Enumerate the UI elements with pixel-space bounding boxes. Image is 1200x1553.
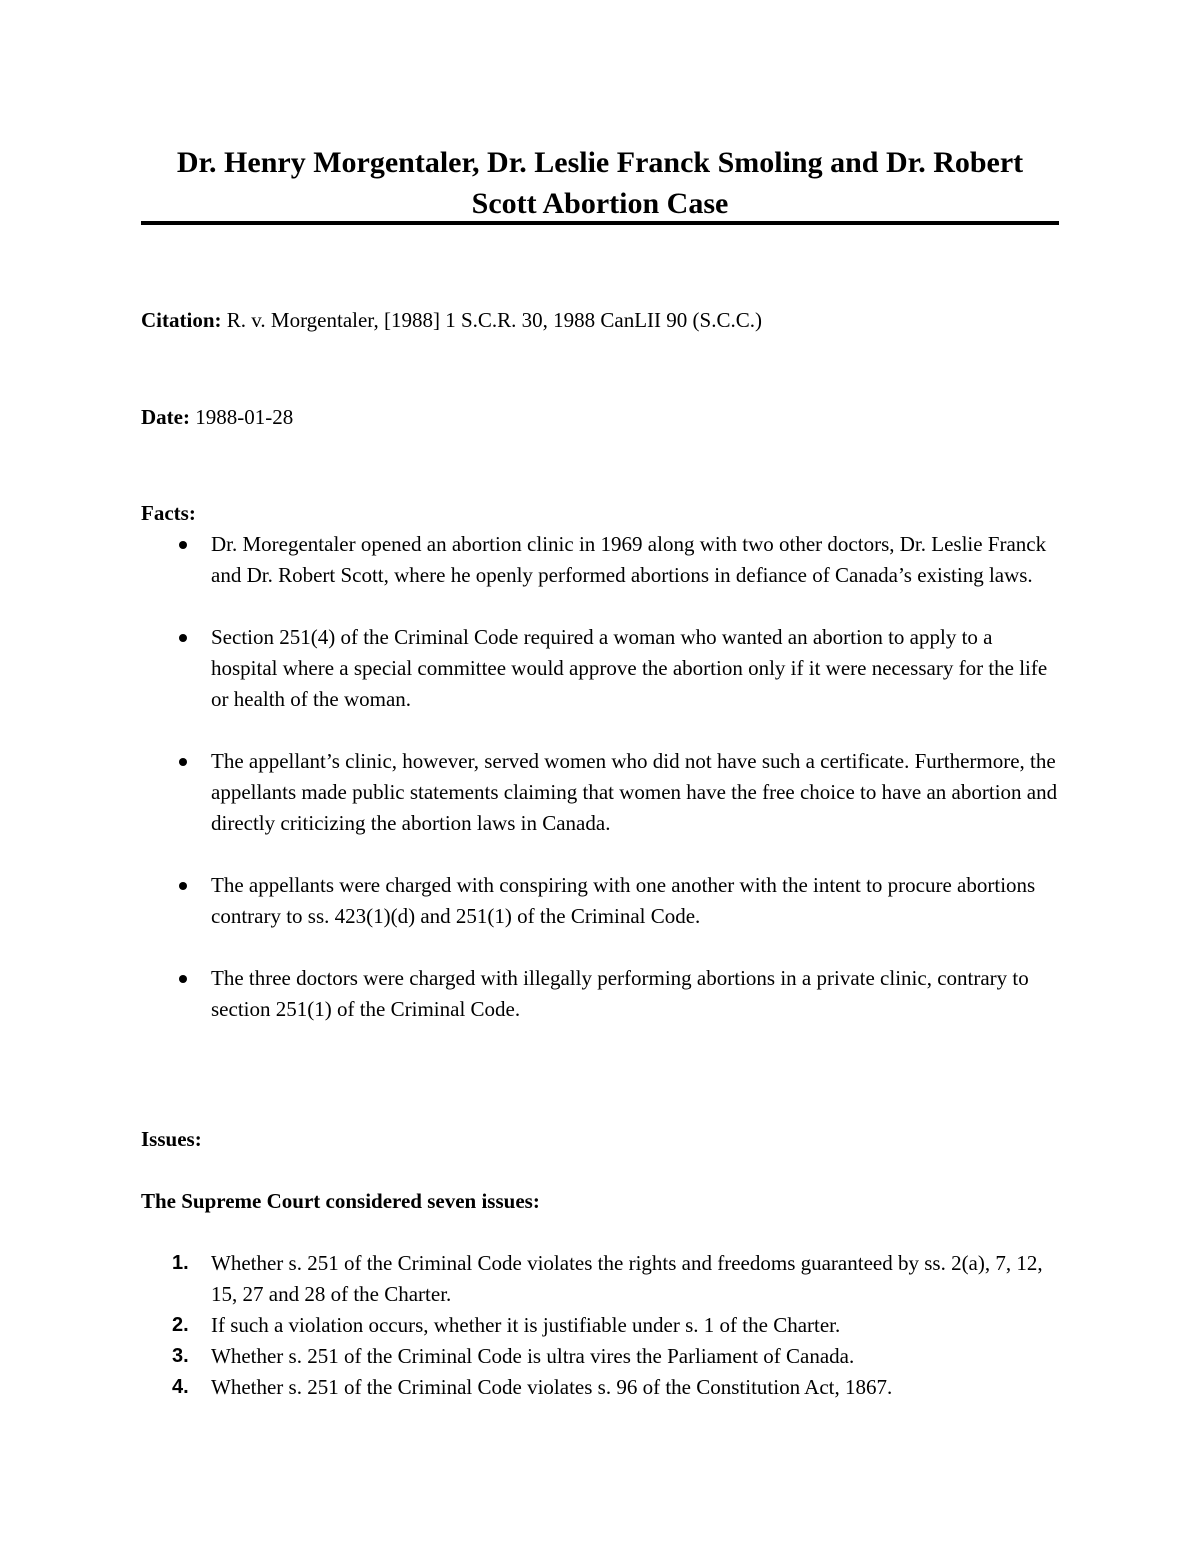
- fact-text: Section 251(4) of the Criminal Code required a woman who wanted an abortion to apply to a hospital where a special committee would approve the abortion only if it were necessary for the life or health of the woman.: [211, 625, 1048, 711]
- list-item: [141, 1310, 1059, 1341]
- list-item: [141, 1248, 1059, 1310]
- date-label: Date:: [141, 405, 190, 429]
- issues-list: [141, 1248, 1059, 1403]
- bullet-icon: [179, 758, 187, 766]
- document-page: [141, 0, 1059, 1553]
- fact-text: The three doctors were charged with illegally performing abortions in a private clinic, contrary to section 251(1) of the Criminal Code.: [211, 966, 1029, 1021]
- list-item: [141, 870, 1059, 932]
- facts-heading: Facts:: [141, 501, 196, 525]
- citation-line: [141, 305, 762, 336]
- issue-text: Whether s. 251 of the Criminal Code is ultra vires the Parliament of Canada.: [211, 1344, 855, 1368]
- fact-text: Dr. Moregentaler opened an abortion clinic in 1969 along with two other doctors, Dr. Leslie Franck and Dr. Robert Scott, where he openly performed abortions in defiance of Canada’s existing laws.: [211, 532, 1047, 587]
- issues-subheading: The Supreme Court considered seven issues:: [141, 1189, 540, 1213]
- issue-text: Whether s. 251 of the Criminal Code violates s. 96 of the Constitution Act, 1867.: [211, 1375, 893, 1399]
- list-item: [141, 963, 1059, 1025]
- list-item: [141, 746, 1059, 839]
- date-line: [141, 402, 293, 433]
- issue-number: 1.: [172, 1252, 189, 1274]
- citation-value: R. v. Morgentaler, [1988] 1 S.C.R. 30, 1988 CanLII 90 (S.C.C.): [221, 308, 762, 332]
- list-item: [141, 1341, 1059, 1372]
- date-value: 1988-01-28: [189, 405, 294, 429]
- issue-text: Whether s. 251 of the Criminal Code violates the rights and freedoms guaranteed by ss. 2(a), 7, 12, 15, 27 and 28 of the Charter.: [211, 1251, 1043, 1306]
- issue-number: 4.: [172, 1376, 189, 1398]
- facts-list: [141, 529, 1059, 1056]
- list-item: [141, 622, 1059, 715]
- bullet-icon: [179, 975, 187, 983]
- issue-number: 2.: [172, 1314, 189, 1336]
- issue-text: If such a violation occurs, whether it is justifiable under s. 1 of the Charter.: [211, 1313, 841, 1337]
- issues-heading: Issues:: [141, 1127, 202, 1151]
- bullet-icon: [179, 882, 187, 890]
- fact-text: The appellant’s clinic, however, served women who did not have such a certificate. Furthermore, the appellants made public statements claiming that women have the free choice to have an abortion and directly criticizing the abortion laws in Canada.: [211, 749, 1058, 835]
- bullet-icon: [179, 541, 187, 549]
- title-underline-rule: [141, 221, 1059, 225]
- document-title: Dr. Henry Morgentaler, Dr. Leslie Franck Smoling and Dr. Robert Scott Abortion Case: [176, 146, 1024, 220]
- list-item: [141, 1372, 1059, 1403]
- fact-text: The appellants were charged with conspiring with one another with the intent to procure abortions contrary to ss. 423(1)(d) and 251(1) of the Criminal Code.: [211, 873, 1036, 928]
- citation-label: Citation:: [141, 308, 222, 332]
- bullet-icon: [179, 634, 187, 642]
- list-item: [141, 529, 1059, 591]
- issue-number: 3.: [172, 1345, 189, 1367]
